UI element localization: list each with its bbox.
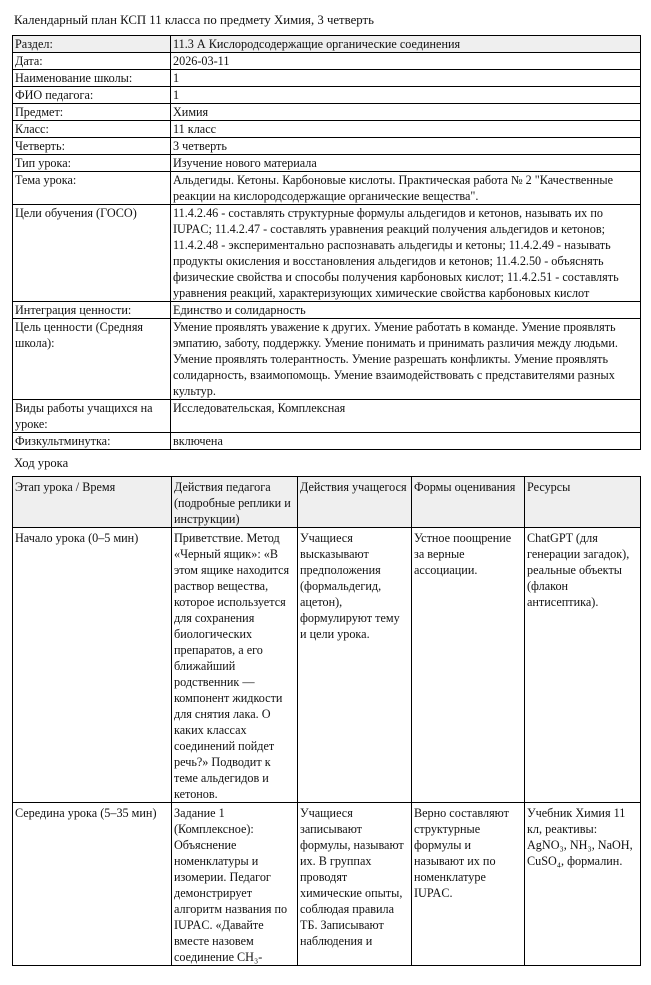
header-stage: Этап урока / Время — [13, 477, 172, 528]
info-label: Раздел: — [13, 36, 171, 53]
info-value: Умение проявлять уважение к других. Умение работать в команде. Умение проявлять эмпатию, заботу, поддержку. Умение понимать и принимать различия между людьми. Умение проявлять толерантность. Умение разрешать конфликты. Умение проявлять солидарность, взаимопомощь. Умение взаимодействовать с представителями разных культур. — [171, 319, 641, 400]
info-row — [13, 121, 641, 138]
info-label: Четверть: — [13, 138, 171, 155]
info-row — [13, 172, 641, 205]
header-assessment: Формы оценивания — [412, 477, 525, 528]
info-label: ФИО педагога: — [13, 87, 171, 104]
info-value: 2026-03-11 — [171, 53, 641, 70]
info-value: Единство и солидарность — [171, 302, 641, 319]
info-value: Химия — [171, 104, 641, 121]
lesson-course-heading: Ход урока — [14, 456, 69, 470]
stage-cell-students: Учащиеся высказывают предположения (формальдегид, ацетон), формулируют тему и цели урока. — [298, 528, 412, 803]
lesson-stages-table — [12, 476, 641, 966]
info-label: Предмет: — [13, 104, 171, 121]
info-value: Исследовательская, Комплексная — [171, 400, 641, 433]
info-value: 3 четверть — [171, 138, 641, 155]
header-resources: Ресурсы — [525, 477, 641, 528]
info-label: Цель ценности (Средняя школа): — [13, 319, 171, 400]
header-teacher-actions: Действия педагога (подробные реплики и инструкции) — [172, 477, 298, 528]
info-label: Тема урока: — [13, 172, 171, 205]
stage-cell-stage: Начало урока (0–5 мин) — [13, 528, 172, 803]
info-value: 11 класс — [171, 121, 641, 138]
info-label: Тип урока: — [13, 155, 171, 172]
stage-cell-teacher: Приветствие. Метод «Черный ящик»: «В этом ящике находится раствор вещества, которое используется для сохранения биологических препаратов, а его ближайший родственник — компонент жидкости для снятия лака. О каких классах соединений пойдет речь?» Подводит к теме альдегидов и кетонов. — [172, 528, 298, 803]
lesson-info-table — [12, 35, 641, 450]
info-row — [13, 400, 641, 433]
info-row — [13, 36, 641, 53]
info-row — [13, 302, 641, 319]
info-row — [13, 433, 641, 450]
info-row — [13, 87, 641, 104]
stages-header-row — [13, 477, 641, 528]
info-row — [13, 104, 641, 121]
info-value: 1 — [171, 70, 641, 87]
info-row — [13, 70, 641, 87]
info-row — [13, 138, 641, 155]
info-row — [13, 205, 641, 302]
stage-cell-assessment: Устное поощрение за верные ассоциации. — [412, 528, 525, 803]
info-label: Класс: — [13, 121, 171, 138]
info-value: включена — [171, 433, 641, 450]
info-label: Дата: — [13, 53, 171, 70]
info-value: Изучение нового материала — [171, 155, 641, 172]
info-label: Интеграция ценности: — [13, 302, 171, 319]
stage-row — [13, 528, 641, 803]
info-value: 1 — [171, 87, 641, 104]
info-value: 11.4.2.46 - составлять структурные формулы альдегидов и кетонов, называть их по IUPAC; 11.4.2.47 - составлять уравнения реакций получения альдегидов и кетонов; 11.4.2.48 - экспериментально распознавать альдегиды и кетоны; 11.4.2.49 - называть продукты окисления и восстановления альдегидов и кетонов; 11.4.2.50 - объяснять физические свойства и способы получения карбоновых кислот; 11.4.2.51 - составлять уравнения реакций, характеризующих химические свойства карбоновых кислот — [171, 205, 641, 302]
page-bottom-edge — [0, 975, 651, 985]
stage-row — [13, 803, 641, 966]
stage-cell-teacher: Задание 1 (Комплексное): Объяснение номенклатуры и изомерии. Педагог демонстрирует алгоритм названия по IUPAC. «Давайте вместе назовем соединение CH₃- — [172, 803, 298, 966]
info-value: 11.3 А Кислородсодержащие органические соединения — [171, 36, 641, 53]
info-label: Цели обучения (ГОСО) — [13, 205, 171, 302]
document-title: Календарный план КСП 11 класса по предмету Химия, 3 четверть — [14, 13, 374, 27]
info-row — [13, 53, 641, 70]
stage-cell-resources: Учебник Химия 11 кл, реактивы: AgNO₃, NH₃, NaOH, CuSO₄, формалин. — [525, 803, 641, 966]
stage-cell-students: Учащиеся записывают формулы, называют их. В группах проводят химические опыты, соблюдая правила ТБ. Записывают наблюдения и — [298, 803, 412, 966]
info-label: Виды работы учащихся на уроке: — [13, 400, 171, 433]
info-row — [13, 319, 641, 400]
stage-cell-stage: Середина урока (5–35 мин) — [13, 803, 172, 966]
info-value: Альдегиды. Кетоны. Карбоновые кислоты. Практическая работа № 2 "Качественные реакции на кислородсодержащие органические вещества". — [171, 172, 641, 205]
stage-cell-assessment: Верно составляют структурные формулы и называют их по номенклатуре IUPAC. — [412, 803, 525, 966]
info-label: Физкультминутка: — [13, 433, 171, 450]
stage-cell-resources: ChatGPT (для генерации загадок), реальные объекты (флакон антисептика). — [525, 528, 641, 803]
info-label: Наименование школы: — [13, 70, 171, 87]
info-row — [13, 155, 641, 172]
header-student-actions: Действия учащегося — [298, 477, 412, 528]
